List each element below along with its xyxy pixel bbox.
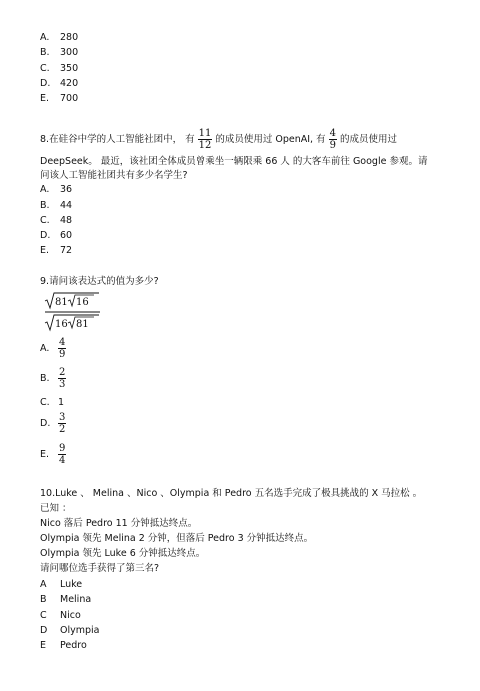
q8-option-d: D. 60	[40, 230, 73, 241]
q7-option-d: D. 420	[40, 78, 79, 89]
q8-option-c: C. 48	[40, 215, 73, 226]
fraction-11-12: $\frac{11}{12}$	[198, 128, 212, 151]
numerator-inner-value: 16	[76, 297, 89, 308]
q9-question: 9.请问该表达式的值为多少?	[40, 276, 159, 287]
q10-option-d: D Olympia	[40, 625, 100, 636]
q8-option-a: A. 36	[40, 184, 73, 195]
nested-radical-expression	[44, 292, 104, 332]
denominator-outer-value: 16	[55, 319, 68, 330]
q10-clue-1: Nico 落后 Pedro 11 分钟抵达终点。	[40, 518, 198, 529]
q7-option-a: A. 280	[40, 32, 79, 43]
q7-option-c: C. 350	[40, 63, 79, 74]
q7-option-e: E. 700	[40, 93, 79, 104]
q8-option-e: E. 72	[40, 245, 73, 256]
q10-question-line1: 10.Luke 、 Melina 、Nico 、Olympia 和 Pedro 五名选手完成了极具挑战的 X 马拉松 。	[40, 488, 423, 499]
q7-option-b: B. 300	[40, 47, 79, 58]
q9-option-b: B. $\frac{2}{3}$	[40, 367, 66, 390]
q10-question-prompt: 请问哪位选手获得了第三名?	[40, 563, 160, 574]
q8-question-line3: 问该人工智能社团共有多少名学生?	[40, 170, 188, 181]
q10-clue-2: Olympia 领先 Melina 2 分钟，但落后 Pedro 3 分钟抵达终点。	[40, 533, 314, 544]
q10-option-a: A Luke	[40, 579, 83, 590]
fraction-4-9: $\frac{4}{9}$	[329, 128, 336, 151]
q9-option-c: C. 1	[40, 397, 65, 408]
q10-question-line2: 已知 ：	[40, 503, 72, 514]
denominator-inner-value: 81	[76, 319, 89, 330]
q8-question-line1: 8.在硅谷中学的人工智能社团中， 有 $\frac{11}{12}$ 的成员使用过 OpenAI, 有 $\frac{4}{9}$ 的成员使用过	[40, 128, 397, 151]
q8-option-b: B. 44	[40, 200, 73, 211]
q10-clue-3: Olympia 领先 Luke 6 分钟抵达终点。	[40, 548, 206, 559]
q10-option-b: B Melina	[40, 594, 92, 605]
q10-option-e: E Pedro	[40, 640, 87, 651]
numerator-outer-value: 81	[55, 297, 68, 308]
q9-option-d: D. $\frac{3}{2}$	[40, 412, 66, 435]
q8-question-line2: DeepSeek。 最近，该社团全体成员曾乘坐一辆限乘 66 人 的大客车前往 Google 参观。请	[40, 156, 428, 167]
q10-option-c: C Nico	[40, 610, 81, 621]
q9-option-a: A. $\frac{4}{9}$	[40, 337, 66, 360]
q9-option-e: E. $\frac{9}{4}$	[40, 443, 66, 466]
